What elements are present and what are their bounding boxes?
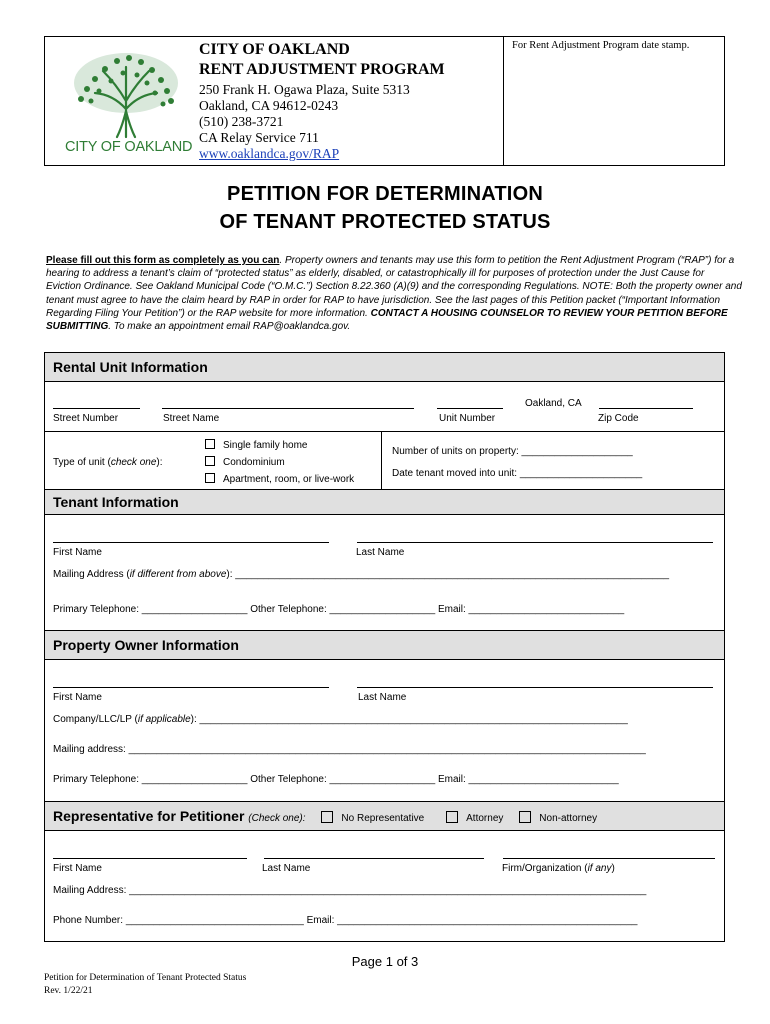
tenant-last-name-field[interactable] (357, 542, 713, 543)
rental-row-divider (45, 431, 724, 432)
unit-number-label: Unit Number (439, 413, 496, 424)
rep-first-name-field[interactable] (53, 858, 247, 859)
relay-service: CA Relay Service 711 (199, 130, 319, 145)
unit-type-divider (381, 431, 382, 489)
tenant-first-name-label: First Name (53, 547, 102, 558)
address-line-2: Oakland, CA 94612-0243 (199, 98, 339, 113)
number-of-units-field[interactable]: Number of units on property: ____________________ (392, 446, 633, 457)
checkbox-icon (205, 456, 215, 466)
phone-number: (510) 238-3721 (199, 114, 284, 129)
zip-code-field[interactable] (599, 408, 693, 409)
intro-paragraph (46, 254, 742, 333)
rental-section-header: Rental Unit Information (45, 352, 724, 382)
owner-mailing-address-field[interactable]: Mailing address: _____________________________________________________________________________________________ (53, 744, 646, 755)
footer-revision: Rev. 1/22/21 (44, 986, 93, 996)
page-number: Page 1 of 3 (351, 954, 419, 969)
unit-number-field[interactable] (437, 408, 503, 409)
representative-section-header (45, 801, 724, 831)
no-representative-checkbox[interactable]: No Representative (321, 813, 424, 824)
form-title-line-1: PETITION FOR DETERMINATION (227, 183, 543, 205)
agency-block (199, 40, 445, 162)
form-title-line-2: OF TENANT PROTECTED STATUS (219, 211, 551, 233)
city-logo (59, 49, 193, 157)
condominium-checkbox[interactable]: Condominium (205, 456, 285, 468)
header-box (44, 36, 725, 166)
intro-lead: Please fill out this form as completely as you can (46, 255, 280, 266)
owner-phone-email-fields[interactable]: Primary Telephone: ___________________ Other Telephone: ___________________ Email: ___________________________ (53, 774, 619, 785)
apartment-checkbox[interactable]: Apartment, room, or live-work (205, 473, 354, 485)
rep-mailing-address-field[interactable]: Mailing Address: _____________________________________________________________________________________________ (53, 885, 647, 896)
owner-first-name-field[interactable] (53, 687, 329, 688)
program-name: RENT ADJUSTMENT PROGRAM (199, 61, 445, 78)
tenant-first-name-field[interactable] (53, 542, 329, 543)
rep-firm-label: Firm/Organization (if any) (502, 863, 615, 874)
oak-tree-icon (67, 49, 185, 139)
unit-type-label: Type of unit (check one): (53, 457, 163, 468)
rep-phone-email-fields[interactable]: Phone Number: ________________________________ Email: ______________________________________________________ (53, 915, 638, 926)
owner-last-name-field[interactable] (357, 687, 713, 688)
header-divider (503, 37, 504, 165)
move-in-date-field[interactable]: Date tenant moved into unit: ______________________ (392, 468, 643, 479)
petition-form (44, 352, 725, 942)
footer-info (44, 972, 246, 998)
street-name-field[interactable] (162, 408, 414, 409)
tenant-section-header: Tenant Information (45, 489, 724, 515)
attorney-checkbox[interactable]: Attorney (446, 813, 503, 824)
checkbox-icon (519, 811, 531, 823)
checkbox-icon (321, 811, 333, 823)
owner-company-field[interactable]: Company/LLC/LP (if applicable): _____________________________________________________________________________ (53, 714, 628, 725)
intro-body-1: . Property owners and tenants may use this form to petition the Rent Adjustment Program (“RAP”) for a hearing to address a tenant’s claim of “protected status” as elderly, disabled, or catastrophically ill for purposes of protection under the Just Cause for Eviction Ordinance. See Oakland Municipal Code (“O.M.C.”) Section 8.22.360 (A)(9) and the corresponding Regulations. NOTE: Both the property owner and tenant must agree to have the claim heard by RAP in order for RAP to have jurisdiction. See the last pages of this Petition packet (“Important Information Regarding Filing Your Petition”) or the RAP website for more information. (46, 255, 742, 319)
tenant-last-name-label: Last Name (356, 547, 405, 558)
checkbox-icon (205, 439, 215, 449)
rep-last-name-label: Last Name (262, 863, 311, 874)
zip-code-label: Zip Code (598, 413, 639, 424)
street-number-field[interactable] (53, 408, 140, 409)
street-number-label: Street Number (53, 413, 119, 424)
representative-hint: (Check one): (248, 813, 306, 824)
footer-form-name: Petition for Determination of Tenant Protected Status (44, 973, 247, 983)
owner-last-name-label: Last Name (358, 692, 407, 703)
street-name-label: Street Name (163, 413, 220, 424)
intro-body-2: . To make an appointment email RAP@oaklandca.gov. (108, 321, 351, 333)
rep-first-name-label: First Name (53, 863, 102, 874)
non-attorney-checkbox[interactable]: Non-attorney (519, 813, 597, 824)
date-stamp-label: For Rent Adjustment Program date stamp. (512, 40, 690, 51)
rep-last-name-field[interactable] (264, 858, 484, 859)
rep-firm-field[interactable] (503, 858, 715, 859)
intro-caps: CONTACT A HOUSING COUNSELOR TO REVIEW YOUR PETITION BEFORE SUBMITTING (46, 307, 728, 333)
owner-section-header: Property Owner Information (45, 630, 724, 660)
owner-first-name-label: First Name (53, 692, 102, 703)
checkbox-icon (205, 473, 215, 483)
website-link[interactable]: www.oaklandca.gov/RAP (199, 146, 340, 161)
single-family-checkbox[interactable]: Single family home (205, 439, 307, 451)
representative-heading: Representative for Petitioner (53, 808, 245, 824)
tenant-mailing-address-field[interactable]: Mailing Address (if different from above): ______________________________________________________________________________ (53, 569, 670, 580)
checkbox-icon (446, 811, 458, 823)
address-line-1: 250 Frank H. Ogawa Plaza, Suite 5313 (199, 82, 410, 97)
tenant-phone-email-fields[interactable]: Primary Telephone: ___________________ Other Telephone: ___________________ Email: ____________________________ (53, 604, 625, 615)
logo-caption: CITY OF OAKLAND (65, 139, 193, 155)
city-label: Oakland, CA (525, 398, 582, 409)
agency-name: CITY OF OAKLAND (199, 41, 350, 58)
